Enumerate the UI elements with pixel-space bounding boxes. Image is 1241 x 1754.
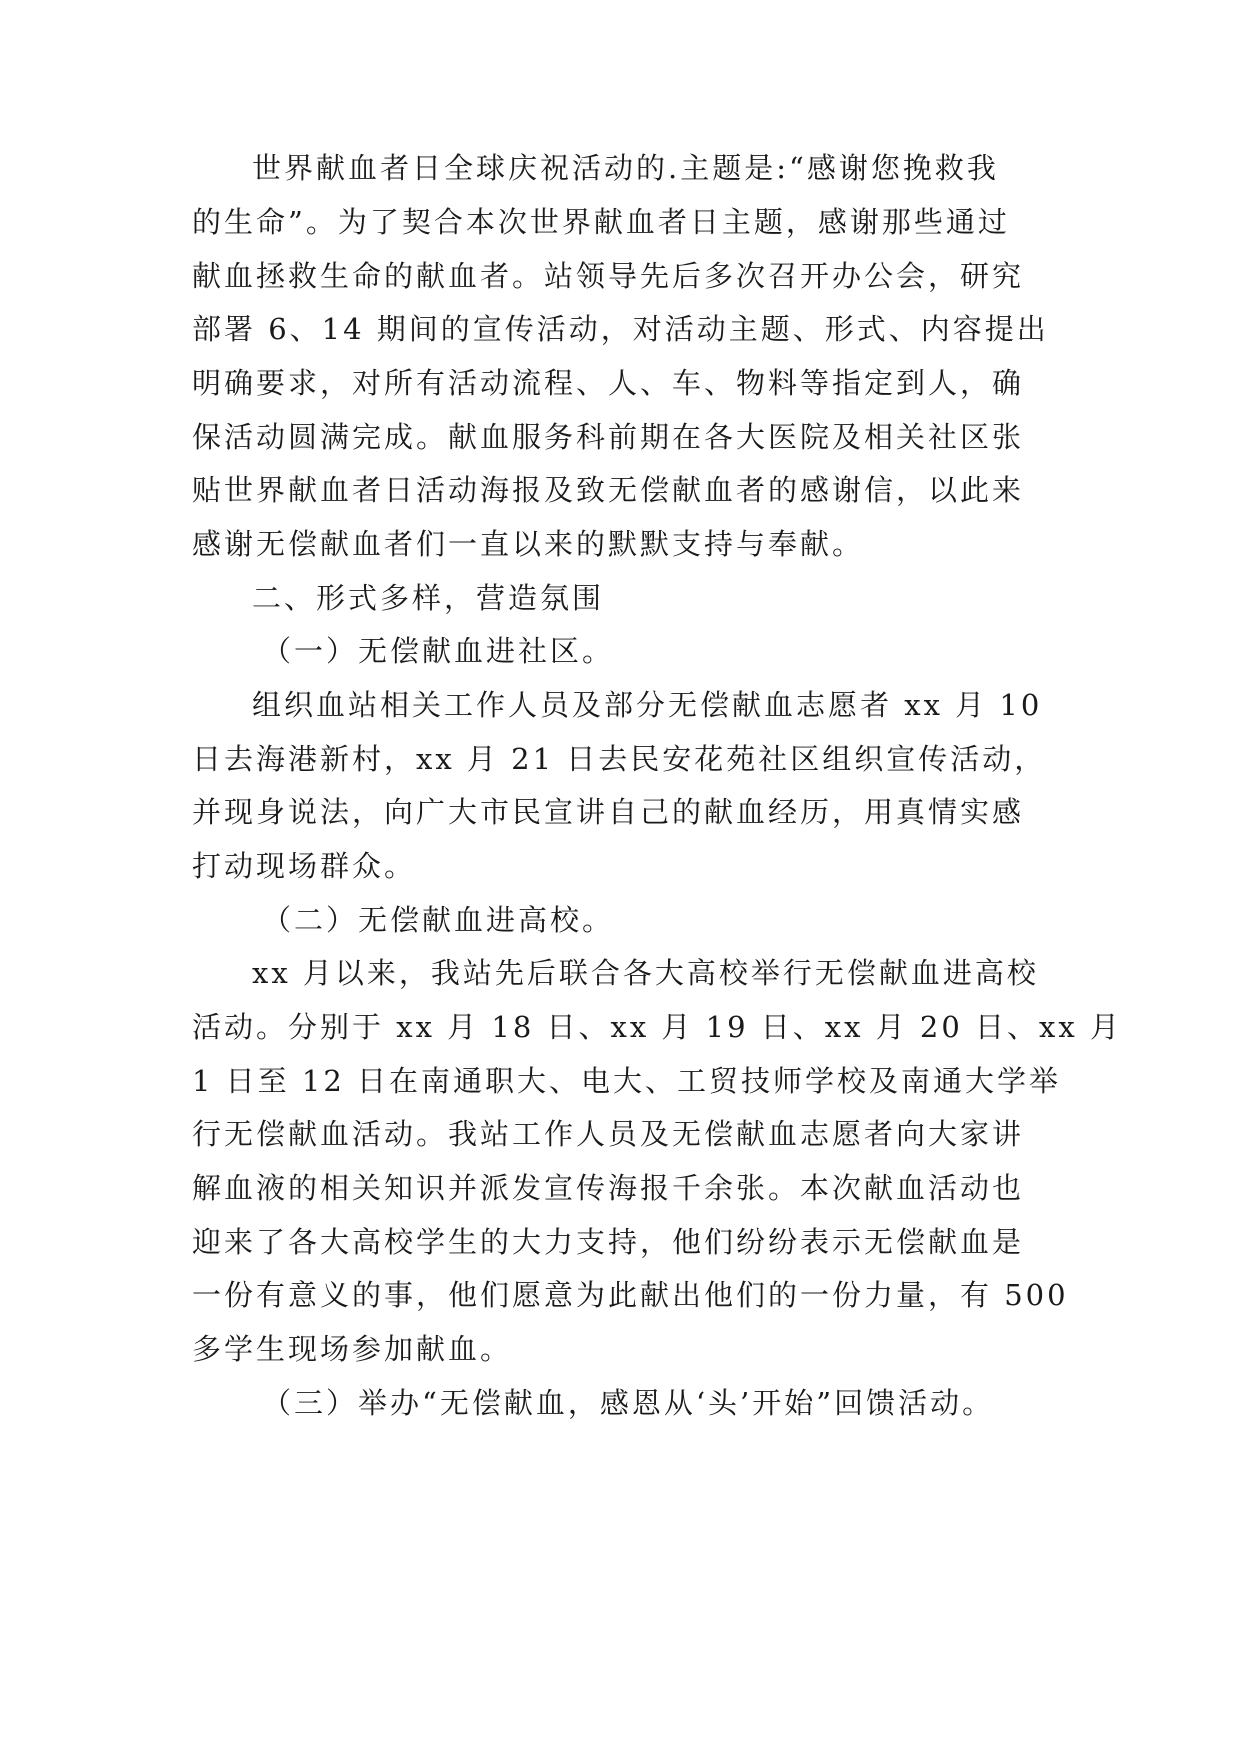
paragraph-line: xx 月以来，我站先后联合各大高校举行无偿献血进高校: [252, 956, 1039, 990]
paragraph-line: 组织血站相关工作人员及部分无偿献血志愿者 xx 月 10: [252, 688, 1043, 722]
paragraph-line: 部署 6、14 期间的宣传活动，对活动主题、形式、内容提出: [192, 312, 1049, 346]
paragraph-line: 世界献血者日全球庆祝活动的.主题是:“感谢您挽救我: [252, 151, 999, 185]
paragraph-line: 的生命”。为了契合本次世界献血者日主题，感谢那些通过: [192, 205, 1010, 239]
subsection-heading: （三）举办“无偿献血，感恩从‘头’开始”回馈活动。: [262, 1386, 995, 1420]
paragraph-line: 贴世界献血者日活动海报及致无偿献血者的感谢信，以此来: [192, 473, 1025, 507]
paragraph-line: 感谢无偿献血者们一直以来的默默支持与奉献。: [192, 527, 865, 561]
paragraph-line: 1 日至 12 日在南通职大、电大、工贸技师学校及南通大学举: [192, 1064, 1062, 1098]
paragraph-line: 并现身说法，向广大市民宣讲自己的献血经历，用真情实感: [192, 795, 1025, 829]
paragraph-line: 迎来了各大高校学生的大力支持，他们纷纷表示无偿献血是: [192, 1225, 1025, 1259]
paragraph-line: 解血液的相关知识并派发宣传海报千余张。本次献血活动也: [192, 1171, 1025, 1205]
paragraph-line: 打动现场群众。: [192, 849, 417, 883]
section-heading: 二、形式多样，营造氛围: [252, 581, 605, 615]
paragraph-line: 献血拯救生命的献血者。站领导先后多次召开办公会，研究: [192, 259, 1025, 293]
paragraph-line: 保活动圆满完成。献血服务科前期在各大医院及相关社区张: [192, 420, 1025, 454]
paragraph-line: 日去海港新村，xx 月 21 日去民安花苑社区组织宣传活动，: [192, 742, 1047, 776]
paragraph-line: 明确要求，对所有活动流程、人、车、物料等指定到人，确: [192, 366, 1025, 400]
subsection-heading: （一）无偿献血进社区。: [262, 634, 615, 668]
paragraph-line: 行无偿献血活动。我站工作人员及无偿献血志愿者向大家讲: [192, 1117, 1025, 1151]
paragraph-line: 一份有意义的事，他们愿意为此献出他们的一份力量，有 500: [192, 1278, 1069, 1312]
paragraph-line: 多学生现场参加献血。: [192, 1332, 513, 1366]
paragraph-line: 活动。分别于 xx 月 18 日、xx 月 19 日、xx 月 20 日、xx 月: [192, 1010, 1122, 1044]
subsection-heading: （二）无偿献血进高校。: [262, 903, 615, 937]
